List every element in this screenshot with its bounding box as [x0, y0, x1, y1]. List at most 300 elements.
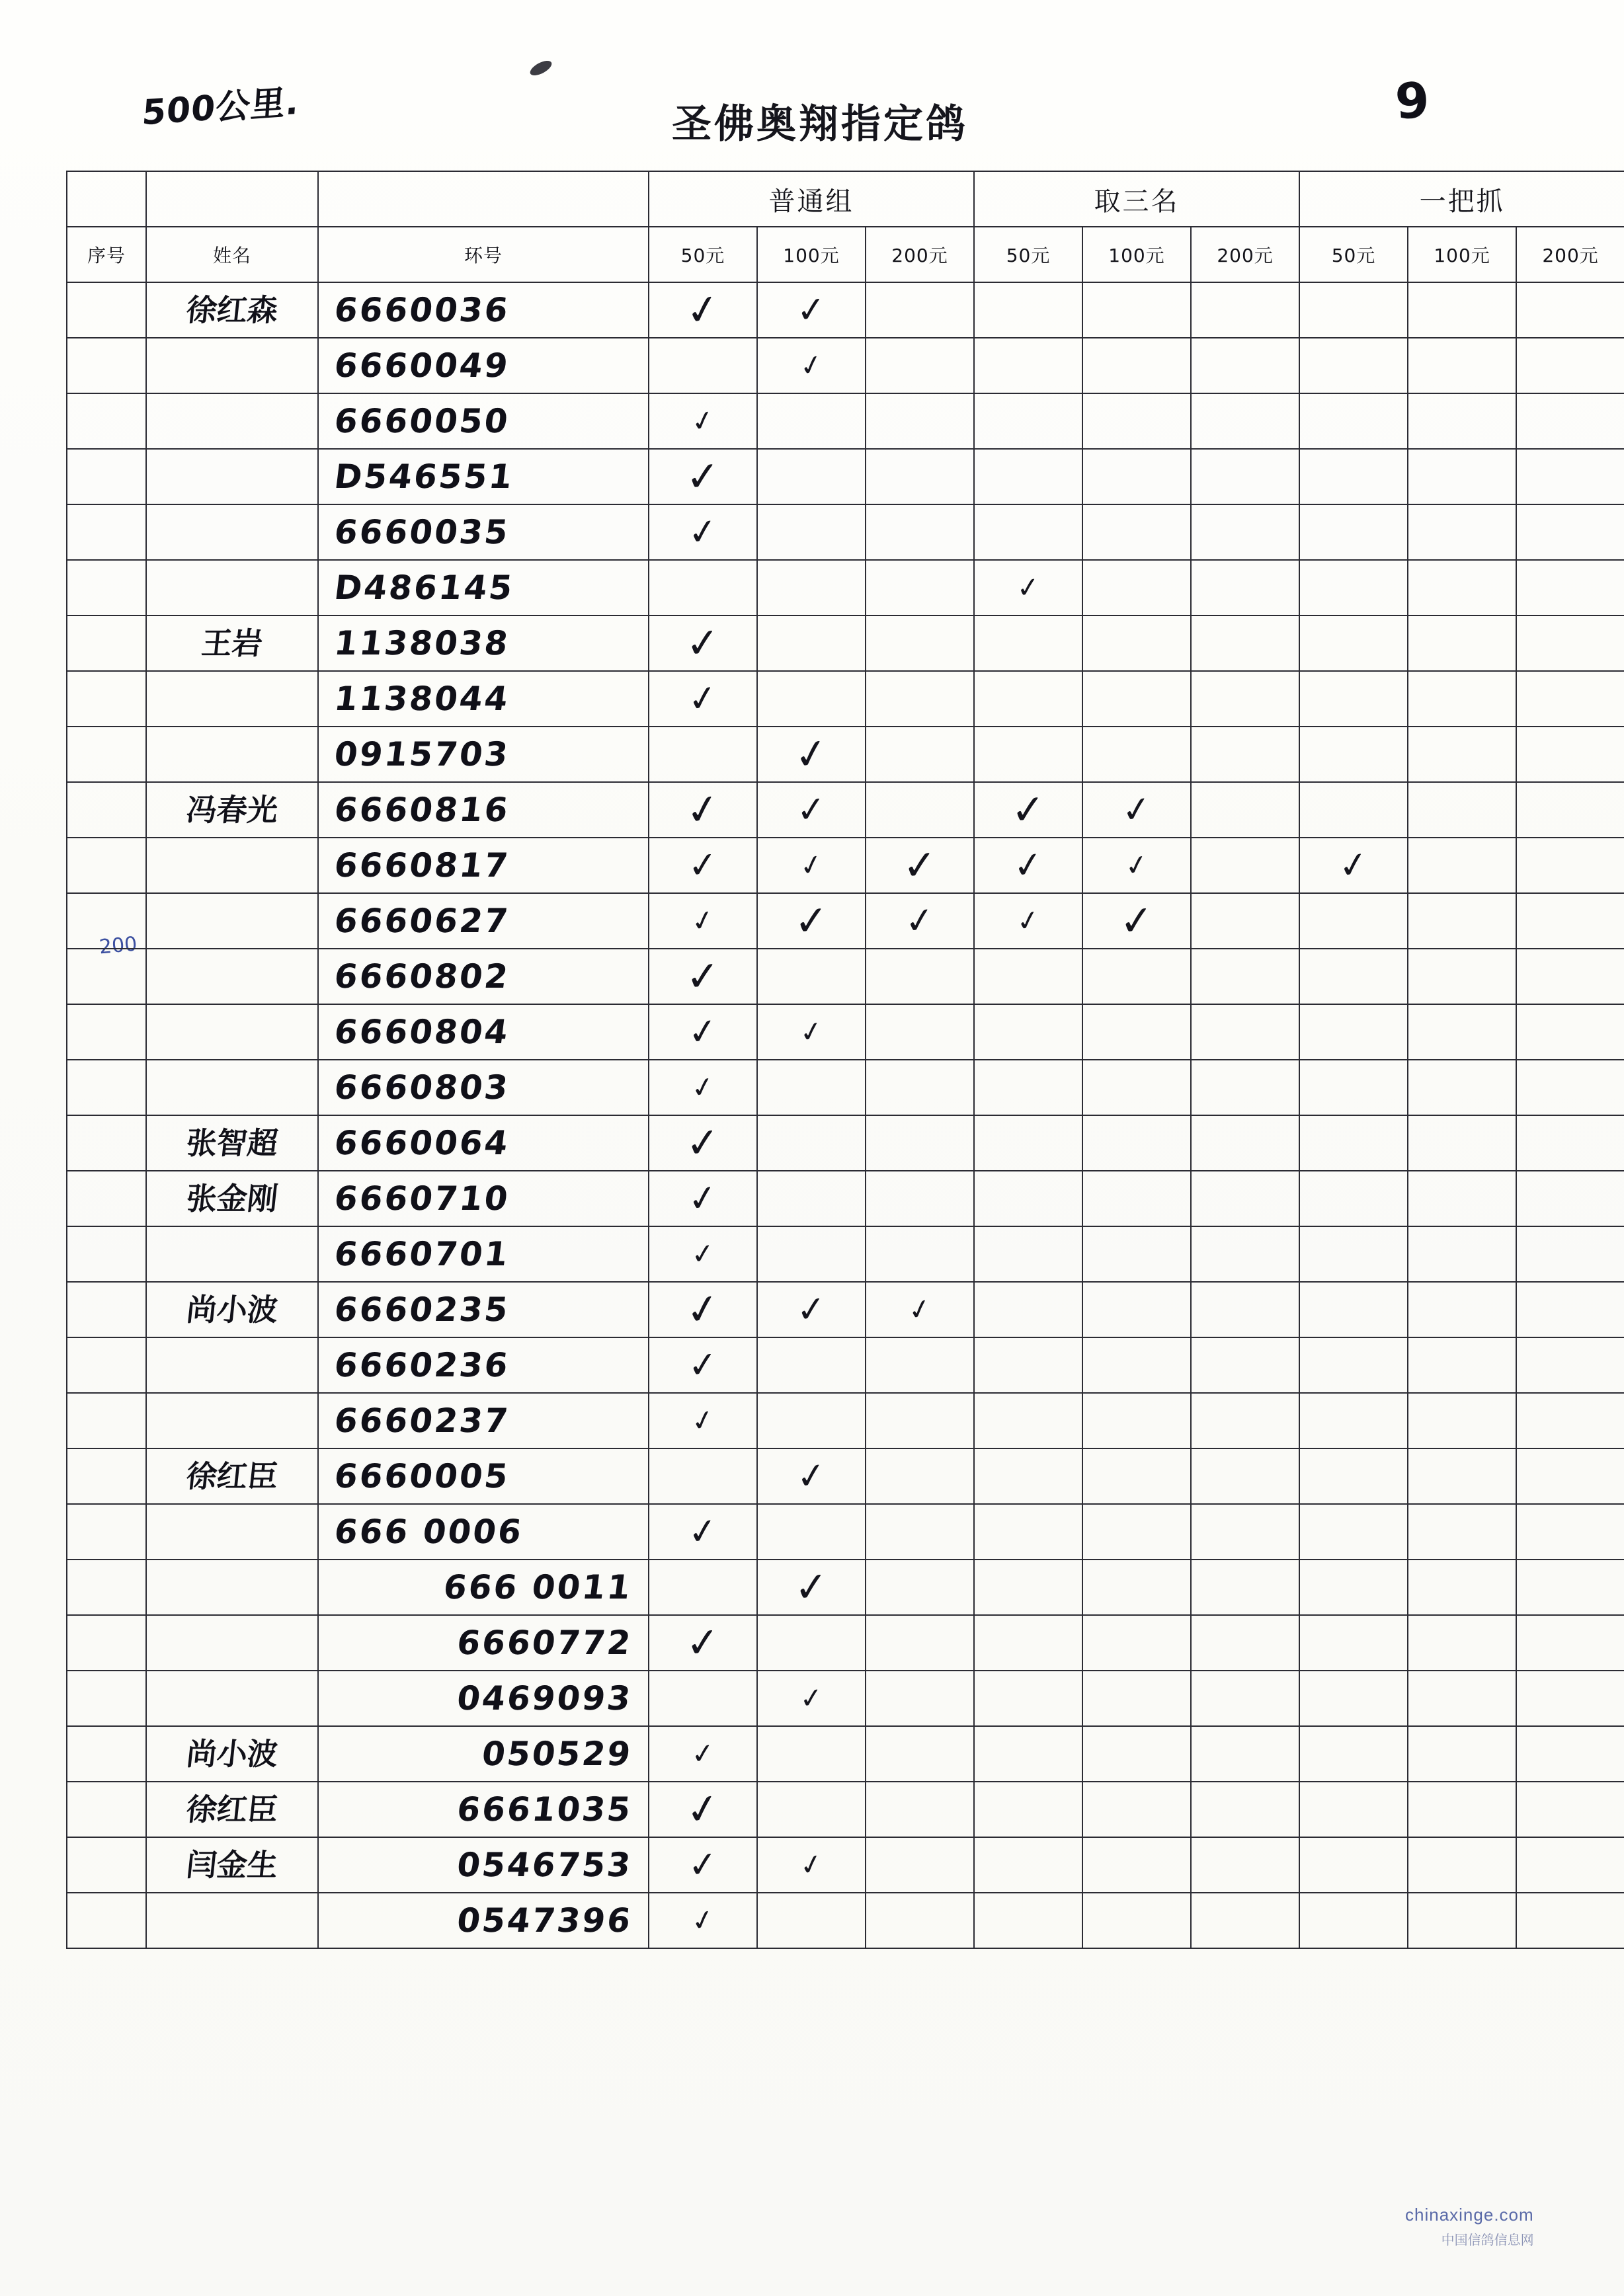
amount-check-cell[interactable]: [1082, 449, 1191, 504]
amount-check-cell[interactable]: [866, 1782, 974, 1837]
amount-check-cell[interactable]: [1299, 949, 1408, 1004]
amount-check-cell[interactable]: [649, 1171, 757, 1226]
amount-check-cell[interactable]: [974, 949, 1082, 1004]
amount-check-cell[interactable]: [1191, 893, 1299, 949]
amount-check-cell[interactable]: [1299, 560, 1408, 615]
col-header-amount-9: 200元: [1516, 227, 1624, 282]
amount-check-cell[interactable]: [1516, 615, 1624, 671]
amount-check-cell[interactable]: [1299, 1282, 1408, 1337]
amount-check-cell[interactable]: [649, 949, 757, 1004]
amount-check-cell[interactable]: [866, 727, 974, 782]
amount-check-cell[interactable]: [1082, 1782, 1191, 1837]
amount-check-cell[interactable]: [1408, 1726, 1516, 1782]
amount-check-cell[interactable]: [1191, 949, 1299, 1004]
amount-check-cell[interactable]: [649, 282, 757, 338]
amount-check-cell[interactable]: [1516, 560, 1624, 615]
amount-check-cell[interactable]: [866, 1893, 974, 1948]
amount-check-cell[interactable]: [757, 838, 866, 893]
amount-check-cell[interactable]: [1299, 393, 1408, 449]
amount-check-cell[interactable]: [757, 949, 866, 1004]
amount-check-cell[interactable]: [1516, 893, 1624, 949]
pigeon-ledger-table: [66, 171, 1624, 1949]
amount-check-cell[interactable]: [1299, 1115, 1408, 1171]
amount-check-cell[interactable]: [974, 1448, 1082, 1504]
amount-check-cell[interactable]: [757, 449, 866, 504]
amount-check-cell[interactable]: [1516, 838, 1624, 893]
amount-check-cell[interactable]: [866, 1282, 974, 1337]
owner-name-text: 张金刚: [184, 1181, 280, 1216]
amount-check-cell[interactable]: [974, 1837, 1082, 1893]
amount-check-cell[interactable]: [1082, 1393, 1191, 1448]
amount-check-cell[interactable]: [1299, 1671, 1408, 1726]
amount-check-cell[interactable]: [757, 560, 866, 615]
amount-check-cell[interactable]: [649, 560, 757, 615]
amount-check-cell[interactable]: [1408, 1226, 1516, 1282]
row-index-cell: [67, 1837, 146, 1893]
amount-check-cell[interactable]: [1408, 338, 1516, 393]
amount-check-cell[interactable]: [757, 615, 866, 671]
amount-check-cell[interactable]: [1299, 1837, 1408, 1893]
ring-number-text: 0547396: [454, 1901, 635, 1940]
amount-check-cell[interactable]: [866, 1060, 974, 1115]
amount-check-cell[interactable]: [866, 1671, 974, 1726]
amount-check-cell[interactable]: [1082, 1282, 1191, 1337]
amount-check-cell[interactable]: [974, 1504, 1082, 1560]
amount-check-cell[interactable]: [974, 1671, 1082, 1726]
amount-check-cell[interactable]: [757, 338, 866, 393]
amount-check-cell[interactable]: [974, 782, 1082, 838]
amount-check-cell[interactable]: [1299, 1560, 1408, 1615]
amount-check-cell[interactable]: [866, 615, 974, 671]
amount-check-cell[interactable]: [1516, 393, 1624, 449]
amount-check-cell[interactable]: [1082, 615, 1191, 671]
amount-check-cell[interactable]: [1299, 338, 1408, 393]
amount-check-cell[interactable]: [974, 338, 1082, 393]
amount-check-cell[interactable]: [1516, 449, 1624, 504]
amount-check-cell[interactable]: [1191, 1337, 1299, 1393]
amount-check-cell[interactable]: [866, 1615, 974, 1671]
amount-check-cell[interactable]: [1191, 1282, 1299, 1337]
amount-check-cell[interactable]: [866, 282, 974, 338]
amount-check-cell[interactable]: [1191, 1615, 1299, 1671]
amount-check-cell[interactable]: [757, 1282, 866, 1337]
amount-check-cell[interactable]: [974, 282, 1082, 338]
amount-check-cell[interactable]: [1408, 1171, 1516, 1226]
amount-check-cell[interactable]: [649, 671, 757, 727]
amount-check-cell[interactable]: [757, 282, 866, 338]
amount-check-cell[interactable]: [974, 560, 1082, 615]
amount-check-cell[interactable]: [974, 393, 1082, 449]
amount-check-cell[interactable]: [649, 1448, 757, 1504]
amount-check-cell[interactable]: [866, 504, 974, 560]
amount-check-cell[interactable]: [1408, 727, 1516, 782]
ring-number-cell: [318, 449, 649, 504]
amount-check-cell[interactable]: [1082, 838, 1191, 893]
amount-check-cell[interactable]: [1408, 615, 1516, 671]
amount-check-cell[interactable]: [1516, 1726, 1624, 1782]
amount-check-cell[interactable]: [1191, 282, 1299, 338]
check-mark-icon: ✓: [1014, 902, 1043, 939]
amount-check-cell[interactable]: [649, 727, 757, 782]
amount-check-cell[interactable]: [1082, 893, 1191, 949]
amount-check-cell[interactable]: [757, 1115, 866, 1171]
amount-check-cell[interactable]: [1082, 1837, 1191, 1893]
amount-check-cell[interactable]: [757, 1726, 866, 1782]
amount-check-cell[interactable]: [1191, 1893, 1299, 1948]
amount-check-cell[interactable]: [649, 1615, 757, 1671]
amount-check-cell[interactable]: [1082, 782, 1191, 838]
amount-check-cell[interactable]: [1082, 1060, 1191, 1115]
row-index-cell: [67, 1171, 146, 1226]
check-mark-icon: ✓: [682, 783, 724, 836]
amount-check-cell[interactable]: [1408, 1671, 1516, 1726]
amount-check-cell[interactable]: [974, 893, 1082, 949]
amount-check-cell[interactable]: [757, 1671, 866, 1726]
amount-check-cell[interactable]: [1299, 893, 1408, 949]
amount-check-cell[interactable]: [974, 1337, 1082, 1393]
amount-check-cell[interactable]: [1082, 338, 1191, 393]
amount-check-cell[interactable]: [649, 1893, 757, 1948]
amount-check-cell[interactable]: [649, 1337, 757, 1393]
amount-check-cell[interactable]: [1299, 1171, 1408, 1226]
amount-check-cell[interactable]: [649, 1560, 757, 1615]
amount-check-cell[interactable]: [1082, 1004, 1191, 1060]
amount-check-cell[interactable]: [1191, 1171, 1299, 1226]
amount-check-cell[interactable]: [1516, 1393, 1624, 1448]
amount-check-cell[interactable]: [1191, 1837, 1299, 1893]
amount-check-cell[interactable]: [1191, 1782, 1299, 1837]
amount-check-cell[interactable]: [866, 1393, 974, 1448]
amount-check-cell[interactable]: [866, 949, 974, 1004]
amount-check-cell[interactable]: [866, 1837, 974, 1893]
amount-check-cell[interactable]: [1191, 1671, 1299, 1726]
owner-name-text: 徐红森: [184, 292, 280, 328]
amount-check-cell[interactable]: [757, 504, 866, 560]
amount-check-cell[interactable]: [1516, 1782, 1624, 1837]
amount-check-cell[interactable]: [1516, 338, 1624, 393]
amount-check-cell[interactable]: [1408, 282, 1516, 338]
amount-check-cell[interactable]: [1191, 1393, 1299, 1448]
amount-check-cell[interactable]: [1408, 1282, 1516, 1337]
amount-check-cell[interactable]: [1408, 1060, 1516, 1115]
ring-number-cell: [318, 1337, 649, 1393]
amount-check-cell[interactable]: [1299, 1393, 1408, 1448]
amount-check-cell[interactable]: [757, 1893, 866, 1948]
amount-check-cell[interactable]: [649, 449, 757, 504]
amount-check-cell[interactable]: [757, 1782, 866, 1837]
amount-check-cell[interactable]: [1191, 1504, 1299, 1560]
amount-check-cell[interactable]: [974, 1115, 1082, 1171]
amount-check-cell[interactable]: [866, 1115, 974, 1171]
amount-check-cell[interactable]: [1191, 1448, 1299, 1504]
amount-check-cell[interactable]: [866, 1171, 974, 1226]
amount-check-cell[interactable]: [1299, 615, 1408, 671]
amount-check-cell[interactable]: [1516, 1837, 1624, 1893]
amount-check-cell[interactable]: [1516, 504, 1624, 560]
row-index-cell: [67, 282, 146, 338]
ring-number-text: 6660005: [332, 1457, 512, 1495]
amount-check-cell[interactable]: [1082, 1337, 1191, 1393]
amount-check-cell[interactable]: [1082, 1560, 1191, 1615]
check-mark-icon: ✓: [689, 1736, 717, 1771]
amount-check-cell[interactable]: [1191, 1115, 1299, 1171]
amount-check-cell[interactable]: [1516, 282, 1624, 338]
amount-check-cell[interactable]: [974, 838, 1082, 893]
amount-check-cell[interactable]: [649, 1282, 757, 1337]
amount-check-cell[interactable]: [974, 1171, 1082, 1226]
amount-check-cell[interactable]: [1408, 671, 1516, 727]
amount-check-cell[interactable]: [649, 1671, 757, 1726]
amount-check-cell[interactable]: [1191, 1560, 1299, 1615]
owner-name-text: 王岩: [200, 625, 264, 661]
document-header: [0, 0, 1624, 165]
amount-check-cell[interactable]: [649, 393, 757, 449]
amount-check-cell[interactable]: [1082, 1448, 1191, 1504]
amount-check-cell[interactable]: [866, 449, 974, 504]
table-row: [67, 727, 1624, 782]
amount-check-cell[interactable]: [649, 615, 757, 671]
amount-check-cell[interactable]: [866, 838, 974, 893]
amount-check-cell[interactable]: [1516, 1115, 1624, 1171]
amount-check-cell[interactable]: [1082, 1171, 1191, 1226]
amount-check-cell[interactable]: [1191, 560, 1299, 615]
amount-check-cell[interactable]: [1516, 1671, 1624, 1726]
amount-check-cell[interactable]: [757, 893, 866, 949]
amount-check-cell[interactable]: [974, 449, 1082, 504]
amount-check-cell[interactable]: [1299, 1615, 1408, 1671]
amount-check-cell[interactable]: [649, 1060, 757, 1115]
amount-check-cell[interactable]: [1191, 393, 1299, 449]
amount-check-cell[interactable]: [1082, 1115, 1191, 1171]
amount-check-cell[interactable]: [1516, 1337, 1624, 1393]
amount-check-cell[interactable]: [757, 1504, 866, 1560]
ring-number-cell: [318, 1282, 649, 1337]
amount-check-cell[interactable]: [866, 560, 974, 615]
amount-check-cell[interactable]: [757, 1337, 866, 1393]
amount-check-cell[interactable]: [1516, 1226, 1624, 1282]
amount-check-cell[interactable]: [1299, 282, 1408, 338]
amount-check-cell[interactable]: [974, 1615, 1082, 1671]
amount-check-cell[interactable]: [1191, 338, 1299, 393]
amount-check-cell[interactable]: [1082, 671, 1191, 727]
amount-check-cell[interactable]: [974, 504, 1082, 560]
amount-check-cell[interactable]: [757, 1837, 866, 1893]
amount-check-cell[interactable]: [1408, 1615, 1516, 1671]
amount-check-cell[interactable]: [1516, 1504, 1624, 1560]
amount-check-cell[interactable]: [866, 1226, 974, 1282]
amount-check-cell[interactable]: [757, 782, 866, 838]
amount-check-cell[interactable]: [1082, 1504, 1191, 1560]
amount-check-cell[interactable]: [1408, 838, 1516, 893]
amount-check-cell[interactable]: [1299, 1337, 1408, 1393]
amount-check-cell[interactable]: [1299, 1504, 1408, 1560]
amount-check-cell[interactable]: [1408, 1393, 1516, 1448]
amount-check-cell[interactable]: [1299, 1060, 1408, 1115]
amount-check-cell[interactable]: [974, 1282, 1082, 1337]
ring-number-cell: [318, 1782, 649, 1837]
amount-check-cell[interactable]: [1299, 1726, 1408, 1782]
ring-number-cell: [318, 1893, 649, 1948]
amount-check-cell[interactable]: [649, 893, 757, 949]
ring-number-text: 6660772: [454, 1624, 635, 1662]
amount-check-cell[interactable]: [974, 1226, 1082, 1282]
amount-check-cell[interactable]: [649, 1226, 757, 1282]
amount-check-cell[interactable]: [1299, 1448, 1408, 1504]
amount-check-cell[interactable]: [1408, 782, 1516, 838]
ring-number-cell: [318, 1837, 649, 1893]
amount-check-cell[interactable]: [1299, 838, 1408, 893]
amount-check-cell[interactable]: [649, 782, 757, 838]
amount-check-cell[interactable]: [649, 1782, 757, 1837]
amount-check-cell[interactable]: [974, 1060, 1082, 1115]
amount-check-cell[interactable]: [649, 1726, 757, 1782]
amount-check-cell[interactable]: [649, 338, 757, 393]
amount-check-cell[interactable]: [1082, 282, 1191, 338]
amount-check-cell[interactable]: [757, 1393, 866, 1448]
amount-check-cell[interactable]: [649, 1393, 757, 1448]
ring-number-cell: [318, 1393, 649, 1448]
amount-check-cell[interactable]: [757, 1226, 866, 1282]
amount-check-cell[interactable]: [1082, 727, 1191, 782]
amount-check-cell[interactable]: [974, 1782, 1082, 1837]
amount-check-cell[interactable]: [1299, 504, 1408, 560]
amount-check-cell[interactable]: [866, 782, 974, 838]
check-mark-icon: ✓: [685, 1175, 721, 1221]
amount-check-cell[interactable]: [1299, 727, 1408, 782]
amount-check-cell[interactable]: [1191, 671, 1299, 727]
amount-check-cell[interactable]: [757, 1004, 866, 1060]
amount-check-cell[interactable]: [1191, 615, 1299, 671]
amount-check-cell[interactable]: [649, 838, 757, 893]
amount-check-cell[interactable]: [649, 1504, 757, 1560]
amount-check-cell[interactable]: [1516, 782, 1624, 838]
amount-check-cell[interactable]: [1516, 727, 1624, 782]
amount-check-cell[interactable]: [1408, 1504, 1516, 1560]
amount-check-cell[interactable]: [1191, 504, 1299, 560]
amount-check-cell[interactable]: [866, 671, 974, 727]
amount-check-cell[interactable]: [1191, 1060, 1299, 1115]
amount-check-cell[interactable]: [1516, 1893, 1624, 1948]
amount-check-cell[interactable]: [1191, 727, 1299, 782]
amount-check-cell[interactable]: [1408, 1448, 1516, 1504]
amount-check-cell[interactable]: [757, 727, 866, 782]
amount-check-cell[interactable]: [1191, 1726, 1299, 1782]
amount-check-cell[interactable]: [974, 1560, 1082, 1615]
amount-check-cell[interactable]: [1516, 1560, 1624, 1615]
amount-check-cell[interactable]: [866, 1504, 974, 1560]
amount-check-cell[interactable]: [974, 727, 1082, 782]
amount-check-cell[interactable]: [1191, 449, 1299, 504]
amount-check-cell[interactable]: [1516, 1004, 1624, 1060]
amount-check-cell[interactable]: [1408, 1782, 1516, 1837]
amount-check-cell[interactable]: [649, 1115, 757, 1171]
amount-check-cell[interactable]: [757, 1171, 866, 1226]
amount-check-cell[interactable]: [649, 504, 757, 560]
amount-check-cell[interactable]: [1408, 949, 1516, 1004]
amount-check-cell[interactable]: [974, 615, 1082, 671]
amount-check-cell[interactable]: [1082, 393, 1191, 449]
amount-check-cell[interactable]: [1082, 1671, 1191, 1726]
amount-check-cell[interactable]: [1191, 1226, 1299, 1282]
amount-check-cell[interactable]: [1299, 782, 1408, 838]
amount-check-cell[interactable]: [1516, 1282, 1624, 1337]
amount-check-cell[interactable]: [1191, 838, 1299, 893]
ring-number-text: 6660701: [332, 1235, 512, 1273]
amount-check-cell[interactable]: [757, 1560, 866, 1615]
amount-check-cell[interactable]: [974, 671, 1082, 727]
amount-check-cell[interactable]: [1299, 671, 1408, 727]
amount-check-cell[interactable]: [1408, 1115, 1516, 1171]
amount-check-cell[interactable]: [1408, 893, 1516, 949]
amount-check-cell[interactable]: [1408, 504, 1516, 560]
amount-check-cell[interactable]: [974, 1726, 1082, 1782]
amount-check-cell[interactable]: [974, 1004, 1082, 1060]
ring-number-cell: [318, 782, 649, 838]
row-index-cell: [67, 949, 146, 1004]
amount-check-cell[interactable]: [866, 1004, 974, 1060]
amount-check-cell[interactable]: [866, 1726, 974, 1782]
amount-check-cell[interactable]: [1082, 1726, 1191, 1782]
amount-check-cell[interactable]: [1408, 1837, 1516, 1893]
amount-check-cell[interactable]: [1408, 1893, 1516, 1948]
amount-check-cell[interactable]: [1408, 449, 1516, 504]
row-index-cell: [67, 1893, 146, 1948]
amount-check-cell[interactable]: [1516, 1060, 1624, 1115]
amount-check-cell[interactable]: [757, 1060, 866, 1115]
amount-check-cell[interactable]: [757, 671, 866, 727]
amount-check-cell[interactable]: [1408, 560, 1516, 615]
amount-check-cell[interactable]: [757, 393, 866, 449]
amount-check-cell[interactable]: [1299, 1004, 1408, 1060]
amount-check-cell[interactable]: [1408, 1560, 1516, 1615]
amount-check-cell[interactable]: [866, 893, 974, 949]
amount-check-cell[interactable]: [1516, 949, 1624, 1004]
amount-check-cell[interactable]: [1299, 1226, 1408, 1282]
amount-check-cell[interactable]: [649, 1837, 757, 1893]
amount-check-cell[interactable]: [649, 1004, 757, 1060]
amount-check-cell[interactable]: [866, 1448, 974, 1504]
amount-check-cell[interactable]: [1082, 504, 1191, 560]
amount-check-cell[interactable]: [974, 1893, 1082, 1948]
amount-check-cell[interactable]: [974, 1393, 1082, 1448]
amount-check-cell[interactable]: [1082, 1893, 1191, 1948]
amount-check-cell[interactable]: [1516, 1171, 1624, 1226]
amount-check-cell[interactable]: [1408, 1337, 1516, 1393]
amount-check-cell[interactable]: [1082, 1615, 1191, 1671]
amount-check-cell[interactable]: [866, 1560, 974, 1615]
amount-check-cell[interactable]: [1299, 449, 1408, 504]
amount-check-cell[interactable]: [1191, 782, 1299, 838]
row-index-cell: [67, 671, 146, 727]
amount-check-cell[interactable]: [1408, 393, 1516, 449]
amount-check-cell[interactable]: [1299, 1782, 1408, 1837]
amount-check-cell[interactable]: [1408, 1004, 1516, 1060]
amount-check-cell[interactable]: [1191, 1004, 1299, 1060]
amount-check-cell[interactable]: [866, 338, 974, 393]
amount-check-cell[interactable]: [1299, 1893, 1408, 1948]
ring-number-text: 6660036: [332, 291, 512, 329]
amount-check-cell[interactable]: [1516, 671, 1624, 727]
amount-check-cell[interactable]: [1516, 1615, 1624, 1671]
amount-check-cell[interactable]: [866, 1337, 974, 1393]
amount-check-cell[interactable]: [1082, 949, 1191, 1004]
amount-check-cell[interactable]: [1082, 1226, 1191, 1282]
amount-check-cell[interactable]: [1082, 560, 1191, 615]
amount-check-cell[interactable]: [757, 1615, 866, 1671]
amount-check-cell[interactable]: [866, 393, 974, 449]
amount-check-cell[interactable]: [1516, 1448, 1624, 1504]
amount-check-cell[interactable]: [757, 1448, 866, 1504]
